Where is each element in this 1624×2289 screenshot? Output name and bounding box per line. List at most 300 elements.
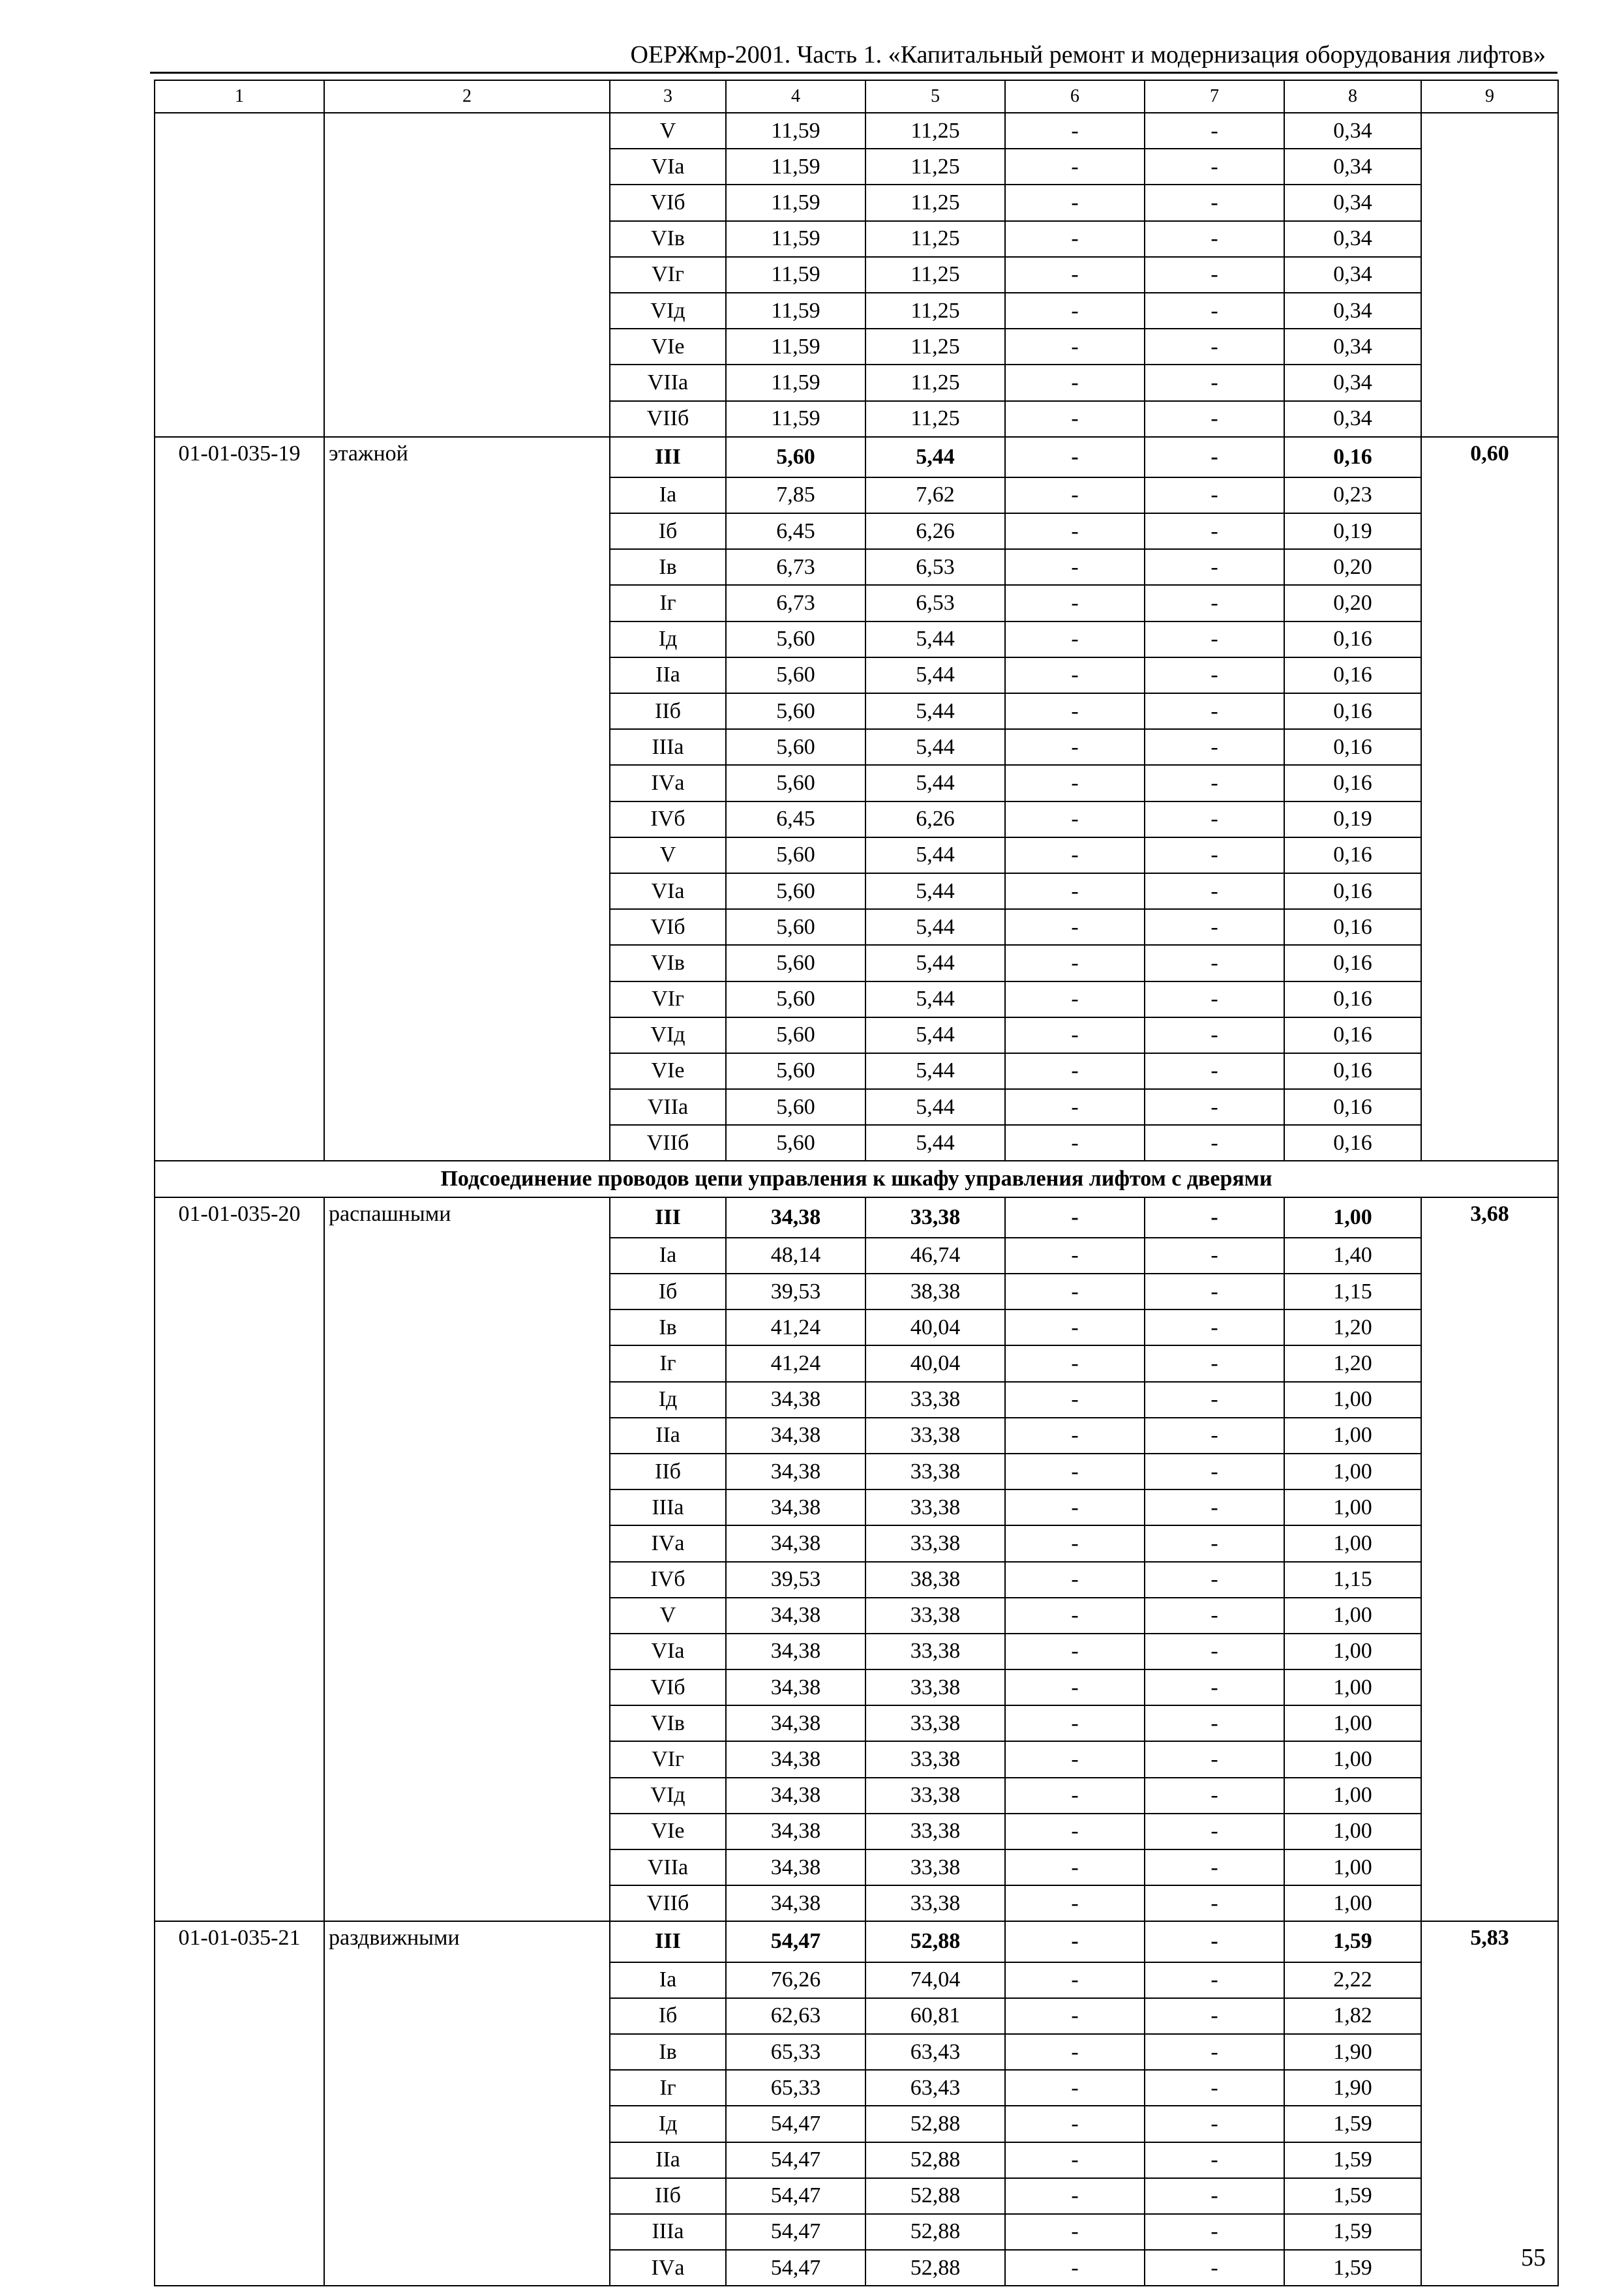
empty-cell	[155, 401, 324, 437]
empty-cell	[155, 1525, 324, 1561]
value-cell: -	[1005, 401, 1145, 437]
value-cell: -	[1145, 1562, 1284, 1598]
value-cell: Iв	[610, 1309, 726, 1345]
empty-cell	[155, 1125, 324, 1161]
value-cell: 0,16	[1284, 837, 1421, 873]
empty-cell	[155, 873, 324, 909]
table-row	[155, 2034, 1558, 2070]
table-row	[155, 1998, 1558, 2034]
table-body	[155, 80, 1558, 2286]
empty-cell	[155, 221, 324, 257]
value-cell: 54,47	[726, 2178, 865, 2214]
value-cell: -	[1005, 1345, 1145, 1381]
material-price: 3,68	[1421, 1197, 1558, 1238]
value-cell: -	[1005, 801, 1145, 837]
value-cell: VIIб	[610, 1885, 726, 1921]
value-cell: 33,38	[865, 1197, 1005, 1238]
table-row	[155, 693, 1558, 729]
value-cell: -	[1005, 1089, 1145, 1125]
value-cell: 5,60	[726, 729, 865, 765]
value-cell: 1,00	[1284, 1705, 1421, 1741]
page-number: 55	[1521, 2244, 1546, 2271]
value-cell: 0,16	[1284, 657, 1421, 693]
value-cell: 7,62	[865, 477, 1005, 513]
value-cell: 34,38	[726, 1454, 865, 1489]
value-cell: 33,38	[865, 1489, 1005, 1525]
value-cell: -	[1145, 1962, 1284, 1998]
value-cell: 1,59	[1284, 2250, 1421, 2286]
value-cell: IVб	[610, 1562, 726, 1598]
value-cell: 5,44	[865, 1053, 1005, 1089]
value-cell: V	[610, 113, 726, 149]
value-cell: -	[1145, 1741, 1284, 1777]
value-cell: -	[1145, 657, 1284, 693]
empty-cell	[324, 477, 610, 513]
value-cell: 54,47	[726, 1921, 865, 1962]
value-cell: Iа	[610, 477, 726, 513]
value-cell: -	[1005, 765, 1145, 801]
empty-cell	[324, 2034, 610, 2070]
value-cell: -	[1005, 1849, 1145, 1885]
value-cell: IIIа	[610, 1489, 726, 1525]
empty-cell	[324, 1814, 610, 1849]
empty-cell	[155, 1634, 324, 1669]
empty-cell	[1421, 1345, 1558, 1381]
empty-cell	[155, 909, 324, 945]
header-rule	[150, 72, 1557, 74]
value-cell: 6,53	[865, 549, 1005, 585]
value-cell: 33,38	[865, 1814, 1005, 1849]
empty-cell	[324, 801, 610, 837]
value-cell: 5,44	[865, 657, 1005, 693]
value-cell: -	[1145, 1125, 1284, 1161]
table-row	[155, 1418, 1558, 1454]
value-cell: 1,00	[1284, 1669, 1421, 1705]
empty-cell	[155, 1885, 324, 1921]
value-cell: -	[1005, 113, 1145, 149]
value-cell: 11,25	[865, 221, 1005, 257]
value-cell: 34,38	[726, 1741, 865, 1777]
value-cell: -	[1005, 257, 1145, 293]
table-row	[155, 221, 1558, 257]
value-cell: -	[1145, 1489, 1284, 1525]
empty-cell	[1421, 693, 1558, 729]
value-cell: VIIб	[610, 1125, 726, 1161]
empty-cell	[155, 1089, 324, 1125]
value-cell: 38,38	[865, 1274, 1005, 1309]
value-cell: -	[1145, 1634, 1284, 1669]
value-cell: 11,59	[726, 113, 865, 149]
value-cell: -	[1005, 1741, 1145, 1777]
empty-cell	[155, 1454, 324, 1489]
empty-cell	[1421, 1814, 1558, 1849]
value-cell: 40,04	[865, 1345, 1005, 1381]
value-cell: -	[1145, 693, 1284, 729]
value-cell: IVа	[610, 765, 726, 801]
empty-cell	[155, 293, 324, 329]
value-cell: 33,38	[865, 1741, 1005, 1777]
value-cell: 5,60	[726, 437, 865, 477]
value-cell: Iг	[610, 1345, 726, 1381]
empty-cell	[155, 621, 324, 657]
value-cell: 5,60	[726, 657, 865, 693]
value-cell: -	[1005, 1525, 1145, 1561]
value-cell: -	[1145, 477, 1284, 513]
empty-cell	[324, 1274, 610, 1309]
empty-cell	[324, 1454, 610, 1489]
empty-cell	[1421, 1998, 1558, 2034]
value-cell: -	[1005, 221, 1145, 257]
value-cell: VIIа	[610, 365, 726, 400]
value-cell: -	[1145, 2034, 1284, 2070]
empty-cell	[1421, 765, 1558, 801]
column-number: 9	[1421, 80, 1558, 113]
value-cell: 11,59	[726, 149, 865, 185]
empty-cell	[324, 1525, 610, 1561]
value-cell: 11,25	[865, 113, 1005, 149]
empty-cell	[1421, 729, 1558, 765]
value-cell: 65,33	[726, 2034, 865, 2070]
value-cell: -	[1145, 1598, 1284, 1634]
value-cell: -	[1005, 1489, 1145, 1525]
empty-cell	[1421, 1962, 1558, 1998]
value-cell: IVа	[610, 1525, 726, 1561]
empty-cell	[1421, 401, 1558, 437]
value-cell: -	[1145, 549, 1284, 585]
value-cell: 5,44	[865, 437, 1005, 477]
empty-cell	[324, 909, 610, 945]
value-cell: -	[1145, 801, 1284, 837]
value-cell: Iг	[610, 2070, 726, 2106]
empty-cell	[324, 1125, 610, 1161]
table-row	[155, 1634, 1558, 1669]
empty-cell	[1421, 113, 1558, 149]
value-cell: 0,16	[1284, 765, 1421, 801]
table-row	[155, 1053, 1558, 1089]
empty-cell	[155, 1741, 324, 1777]
value-cell: 52,88	[865, 2214, 1005, 2250]
value-cell: 65,33	[726, 2070, 865, 2106]
empty-cell	[155, 1017, 324, 1053]
value-cell: 34,38	[726, 1489, 865, 1525]
value-cell: -	[1145, 329, 1284, 365]
value-cell: 11,59	[726, 293, 865, 329]
empty-cell	[1421, 981, 1558, 1017]
value-cell: 1,90	[1284, 2070, 1421, 2106]
column-number: 8	[1284, 80, 1421, 113]
empty-cell	[324, 2106, 610, 2142]
empty-cell	[1421, 2178, 1558, 2214]
empty-cell	[324, 2070, 610, 2106]
value-cell: 11,59	[726, 401, 865, 437]
empty-cell	[155, 837, 324, 873]
value-cell: -	[1005, 549, 1145, 585]
value-cell: 34,38	[726, 1598, 865, 1634]
empty-cell	[1421, 365, 1558, 400]
empty-cell	[1421, 2070, 1558, 2106]
value-cell: 0,19	[1284, 801, 1421, 837]
value-cell: 63,43	[865, 2034, 1005, 2070]
empty-cell	[324, 329, 610, 365]
value-cell: 5,60	[726, 1053, 865, 1089]
value-cell: -	[1005, 2250, 1145, 2286]
table-row	[155, 329, 1558, 365]
value-cell: 76,26	[726, 1962, 865, 1998]
value-cell: -	[1145, 2178, 1284, 2214]
empty-cell	[155, 981, 324, 1017]
value-cell: -	[1145, 981, 1284, 1017]
value-cell: -	[1145, 513, 1284, 549]
value-cell: VIг	[610, 1741, 726, 1777]
empty-cell	[1421, 513, 1558, 549]
table-row	[155, 729, 1558, 765]
value-cell: 34,38	[726, 1197, 865, 1238]
value-cell: 11,25	[865, 185, 1005, 220]
value-cell: 54,47	[726, 2142, 865, 2178]
value-cell: VIIб	[610, 401, 726, 437]
value-cell: 5,44	[865, 873, 1005, 909]
empty-cell	[324, 1053, 610, 1089]
empty-cell	[324, 945, 610, 981]
value-cell: IIIа	[610, 2214, 726, 2250]
value-cell: 5,44	[865, 909, 1005, 945]
value-cell: -	[1005, 1669, 1145, 1705]
value-cell: 1,59	[1284, 1921, 1421, 1962]
value-cell: 0,16	[1284, 945, 1421, 981]
table-row	[155, 1454, 1558, 1489]
value-cell: 54,47	[726, 2214, 865, 2250]
value-cell: 11,59	[726, 365, 865, 400]
empty-cell	[1421, 329, 1558, 365]
rate-code: 01-01-035-21	[155, 1921, 324, 1962]
empty-cell	[1421, 1634, 1558, 1669]
table-row	[155, 1345, 1558, 1381]
value-cell: 34,38	[726, 1382, 865, 1418]
value-cell: 0,34	[1284, 401, 1421, 437]
empty-cell	[155, 1962, 324, 1998]
table-row	[155, 1274, 1558, 1309]
material-price: 0,60	[1421, 437, 1558, 477]
empty-cell	[155, 513, 324, 549]
value-cell: -	[1145, 365, 1284, 400]
empty-cell	[1421, 1669, 1558, 1705]
value-cell: Iв	[610, 549, 726, 585]
empty-cell	[1421, 1089, 1558, 1125]
value-cell: V	[610, 837, 726, 873]
value-cell: -	[1005, 2106, 1145, 2142]
empty-cell	[324, 1309, 610, 1345]
table-row	[155, 1238, 1558, 1274]
value-cell: 1,59	[1284, 2178, 1421, 2214]
section-heading-row	[155, 1161, 1558, 1197]
value-cell: 0,34	[1284, 365, 1421, 400]
value-cell: 5,60	[726, 981, 865, 1017]
value-cell: 33,38	[865, 1885, 1005, 1921]
value-cell: 0,34	[1284, 149, 1421, 185]
column-number: 3	[610, 80, 726, 113]
value-cell: Iа	[610, 1238, 726, 1274]
value-cell: 1,59	[1284, 2214, 1421, 2250]
table-row	[155, 1382, 1558, 1418]
value-cell: -	[1005, 2142, 1145, 2178]
empty-cell	[1421, 1705, 1558, 1741]
value-cell: 1,00	[1284, 1778, 1421, 1814]
value-cell: 0,34	[1284, 293, 1421, 329]
value-cell: 34,38	[726, 1634, 865, 1669]
table-row	[155, 149, 1558, 185]
table-row	[155, 1598, 1558, 1634]
value-cell: 1,90	[1284, 2034, 1421, 2070]
empty-cell	[324, 1778, 610, 1814]
value-cell: 5,60	[726, 1125, 865, 1161]
material-price: 5,83	[1421, 1921, 1558, 1962]
empty-cell	[155, 1998, 324, 2034]
value-cell: 1,00	[1284, 1197, 1421, 1238]
table-row	[155, 293, 1558, 329]
value-cell: -	[1145, 221, 1284, 257]
value-cell: 1,20	[1284, 1345, 1421, 1381]
value-cell: -	[1145, 1814, 1284, 1849]
value-cell: 0,16	[1284, 1053, 1421, 1089]
value-cell: 0,20	[1284, 585, 1421, 621]
value-cell: 41,24	[726, 1345, 865, 1381]
value-cell: 34,38	[726, 1814, 865, 1849]
value-cell: 0,16	[1284, 873, 1421, 909]
rate-name: раздвижными	[324, 1921, 610, 1962]
empty-cell	[1421, 149, 1558, 185]
value-cell: 1,59	[1284, 2106, 1421, 2142]
empty-cell	[155, 729, 324, 765]
value-cell: III	[610, 437, 726, 477]
value-cell: 1,00	[1284, 1634, 1421, 1669]
value-cell: 11,59	[726, 257, 865, 293]
value-cell: -	[1145, 729, 1284, 765]
value-cell: Iд	[610, 1382, 726, 1418]
value-cell: 5,60	[726, 837, 865, 873]
table-row	[155, 2106, 1558, 2142]
value-cell: 6,45	[726, 513, 865, 549]
value-cell: 1,15	[1284, 1562, 1421, 1598]
empty-cell	[324, 1089, 610, 1125]
value-cell: 11,25	[865, 149, 1005, 185]
table-row	[155, 437, 1558, 477]
column-number-row	[155, 80, 1558, 113]
empty-cell	[155, 2106, 324, 2142]
table-row	[155, 801, 1558, 837]
value-cell: -	[1145, 1705, 1284, 1741]
rate-name: этажной	[324, 437, 610, 477]
value-cell: 0,16	[1284, 1125, 1421, 1161]
value-cell: -	[1005, 437, 1145, 477]
value-cell: IVб	[610, 801, 726, 837]
table-row	[155, 1197, 1558, 1238]
value-cell: 1,00	[1284, 1418, 1421, 1454]
value-cell: 48,14	[726, 1238, 865, 1274]
empty-cell	[1421, 1125, 1558, 1161]
value-cell: VIв	[610, 945, 726, 981]
table-row	[155, 585, 1558, 621]
value-cell: IIб	[610, 1454, 726, 1489]
value-cell: -	[1005, 185, 1145, 220]
value-cell: Iд	[610, 621, 726, 657]
value-cell: 6,45	[726, 801, 865, 837]
empty-cell	[1421, 945, 1558, 981]
empty-cell	[324, 621, 610, 657]
value-cell: -	[1145, 1998, 1284, 2034]
value-cell: 1,00	[1284, 1885, 1421, 1921]
value-cell: 34,38	[726, 1669, 865, 1705]
table-row	[155, 113, 1558, 149]
value-cell: -	[1005, 1814, 1145, 1849]
empty-cell	[324, 257, 610, 293]
value-cell: -	[1005, 1017, 1145, 1053]
table-row	[155, 837, 1558, 873]
value-cell: 0,19	[1284, 513, 1421, 549]
value-cell: 1,82	[1284, 1998, 1421, 2034]
table-row	[155, 621, 1558, 657]
empty-cell	[324, 293, 610, 329]
table-row	[155, 1017, 1558, 1053]
value-cell: -	[1145, 621, 1284, 657]
value-cell: IIа	[610, 2142, 726, 2178]
value-cell: Iг	[610, 585, 726, 621]
value-cell: VIг	[610, 257, 726, 293]
value-cell: 33,38	[865, 1849, 1005, 1885]
value-cell: Iб	[610, 1274, 726, 1309]
table-row	[155, 1778, 1558, 1814]
value-cell: 74,04	[865, 1962, 1005, 1998]
value-cell: Iд	[610, 2106, 726, 2142]
table-row	[155, 2142, 1558, 2178]
empty-cell	[1421, 185, 1558, 220]
value-cell: 52,88	[865, 2250, 1005, 2286]
table-row	[155, 365, 1558, 400]
value-cell: 34,38	[726, 1418, 865, 1454]
empty-cell	[155, 801, 324, 837]
table-row	[155, 1669, 1558, 1705]
value-cell: -	[1005, 837, 1145, 873]
value-cell: 1,00	[1284, 1598, 1421, 1634]
empty-cell	[155, 329, 324, 365]
empty-cell	[324, 657, 610, 693]
value-cell: 5,44	[865, 621, 1005, 657]
table-row	[155, 657, 1558, 693]
table-row	[155, 2250, 1558, 2286]
empty-cell	[155, 185, 324, 220]
value-cell: Iб	[610, 513, 726, 549]
empty-cell	[1421, 657, 1558, 693]
value-cell: -	[1005, 1998, 1145, 2034]
value-cell: 6,53	[865, 585, 1005, 621]
value-cell: -	[1005, 1274, 1145, 1309]
empty-cell	[324, 1705, 610, 1741]
table-row	[155, 1741, 1558, 1777]
empty-cell	[324, 113, 610, 149]
value-cell: 6,26	[865, 513, 1005, 549]
value-cell: -	[1005, 293, 1145, 329]
value-cell: IIб	[610, 693, 726, 729]
value-cell: 11,59	[726, 329, 865, 365]
value-cell: 5,60	[726, 945, 865, 981]
value-cell: IIIа	[610, 729, 726, 765]
value-cell: 1,00	[1284, 1489, 1421, 1525]
column-number: 4	[726, 80, 865, 113]
value-cell: -	[1005, 1382, 1145, 1418]
value-cell: -	[1005, 1598, 1145, 1634]
table-row	[155, 185, 1558, 220]
value-cell: 62,63	[726, 1998, 865, 2034]
table-row	[155, 1814, 1558, 1849]
